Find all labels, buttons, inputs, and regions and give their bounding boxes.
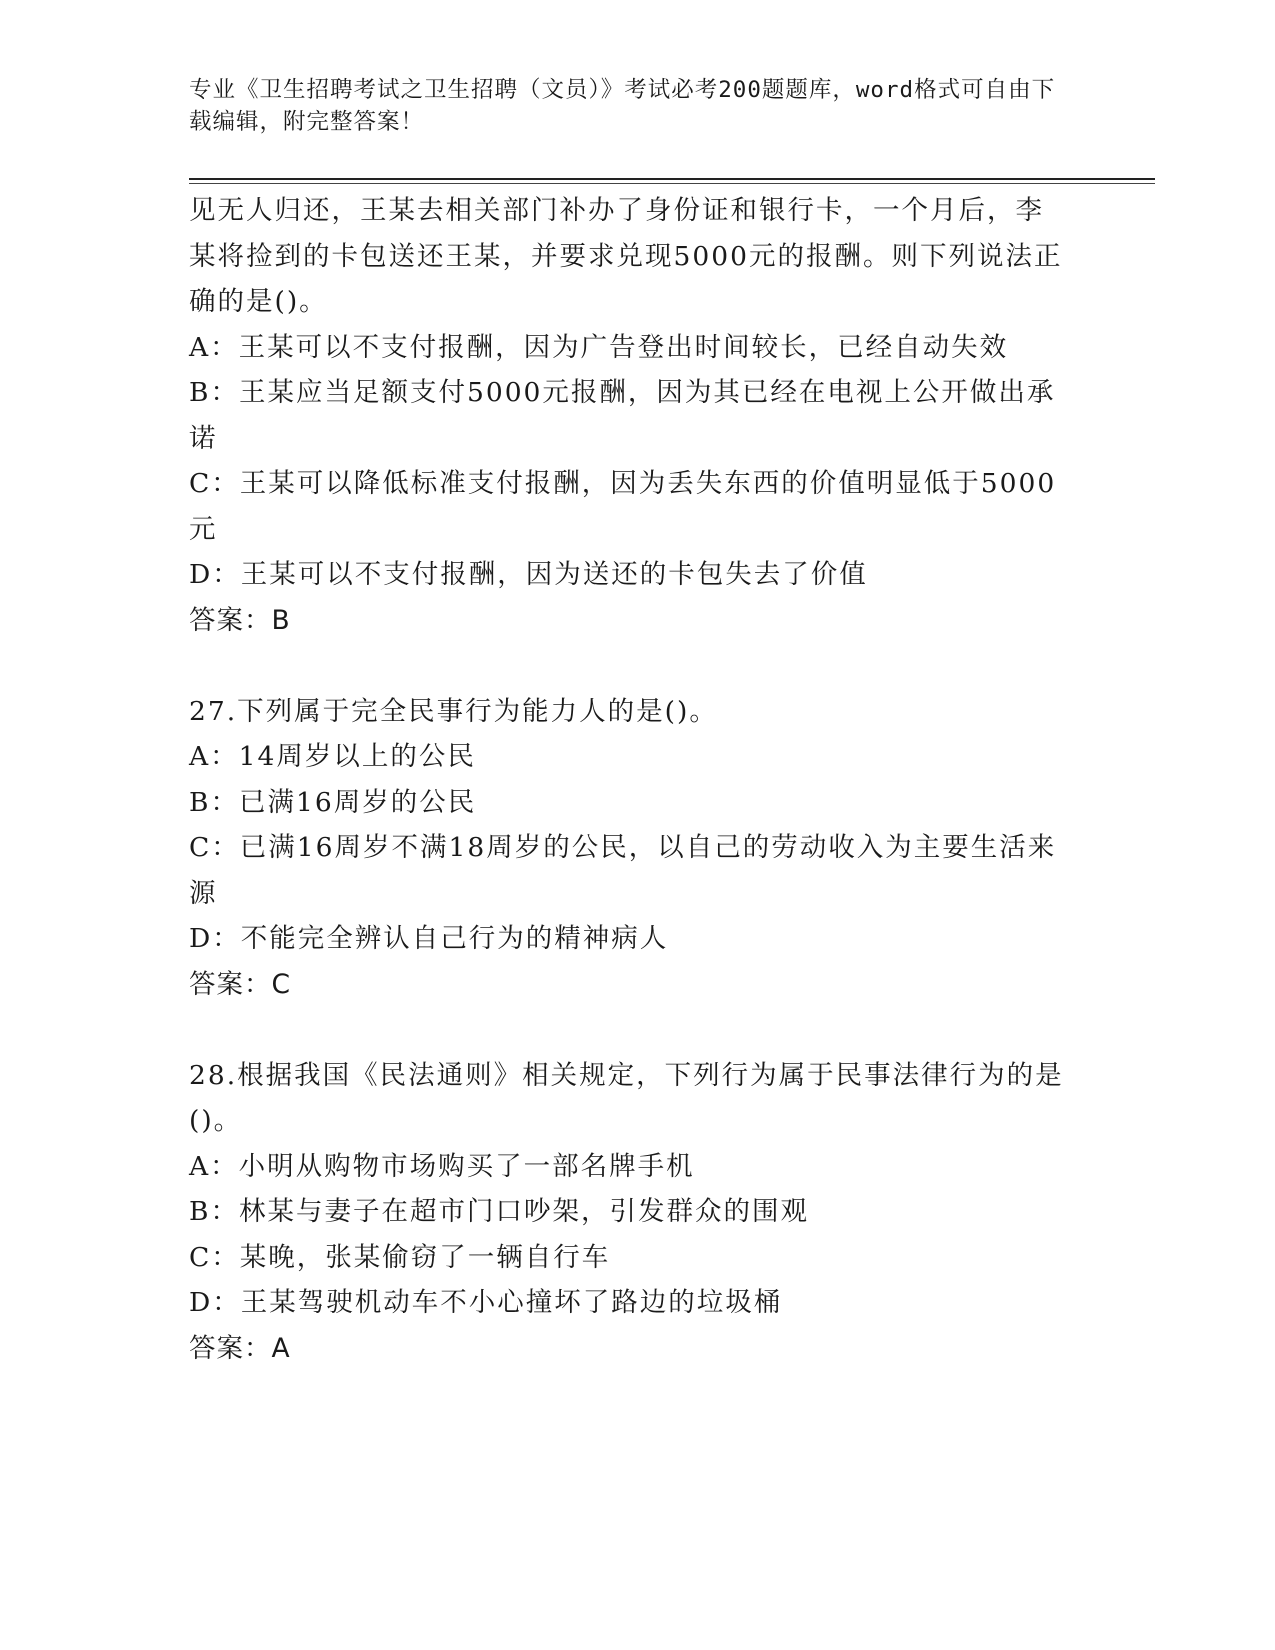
option-a: A：14周岁以上的公民 — [189, 741, 476, 772]
option-c: C：某晚，张某偷窃了一辆自行车 — [189, 1241, 611, 1273]
header-divider-thin — [189, 183, 1155, 184]
option-c: C：已满16周岁不满18周岁的公民，以自己的劳动收入为主要生活来源 — [189, 832, 1057, 909]
option-d: D：王某驾驶机动车不小心撞坏了路边的垃圾桶 — [189, 1287, 783, 1318]
document-header: 专业《卫生招聘考试之卫生招聘（文员）》考试必考200题题库，word格式可自由下载编辑，附完整答案！ — [189, 77, 1056, 135]
option-b: B：王某应当足额支付5000元报酬，因为其已经在电视上公开做出承诺 — [189, 377, 1056, 454]
question-stem: 27.下列属于完全民事行为能力人的是()。 — [189, 695, 718, 727]
answer-line: 答案：C — [189, 968, 292, 1000]
header-divider-thick — [189, 178, 1155, 180]
option-d: D：不能完全辨认自己行为的精神病人 — [189, 923, 669, 954]
option-a: A：小明从购物市场购买了一部名牌手机 — [189, 1150, 695, 1182]
question-stem: 见无人归还，王某去相关部门补办了身份证和银行卡，一个月后，李某将捡到的卡包送还王某，并要求兑现5000元的报酬。则下列说法正确的是()。 — [189, 195, 1063, 317]
option-d: D：王某可以不支付报酬，因为送还的卡包失去了价值 — [189, 559, 868, 590]
question-stem: 28.根据我国《民法通则》相关规定，下列行为属于民事法律行为的是()。 — [189, 1059, 1064, 1136]
option-b: B：已满16周岁的公民 — [189, 786, 477, 818]
question-block — [189, 188, 1069, 643]
question-spacer — [189, 643, 1069, 689]
question-list — [189, 188, 1069, 1371]
option-b: B：林某与妻子在超市门口吵架，引发群众的围观 — [189, 1196, 809, 1227]
answer-line: 答案：A — [189, 1332, 291, 1364]
question-block — [189, 689, 1069, 1008]
question-spacer — [189, 1007, 1069, 1053]
question-block — [189, 1053, 1069, 1372]
option-c: C：王某可以降低标准支付报酬，因为丢失东西的价值明显低于5000元 — [189, 468, 1057, 545]
option-a: A：王某可以不支付报酬，因为广告登出时间较长，已经自动失效 — [189, 331, 1009, 363]
answer-line: 答案：B — [189, 604, 291, 636]
